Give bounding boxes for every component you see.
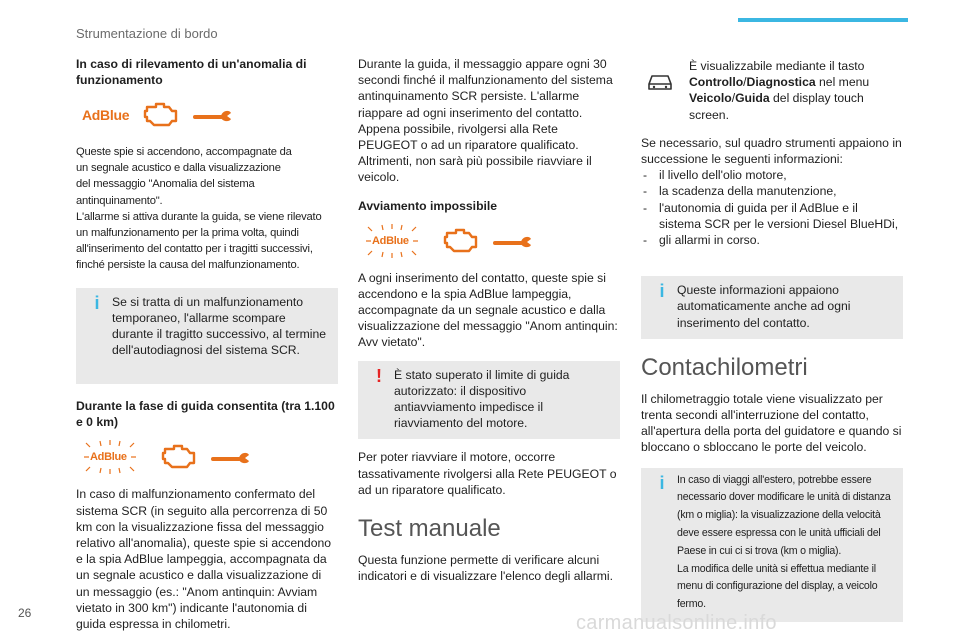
section-title-manual-test: Test manuale: [358, 515, 501, 543]
warning-note-limit-exceeded: ! È stato superato il limite di guida autorizzato: il dispositivo antiavviamento impedisce il riavviamento del motore.: [358, 361, 620, 440]
steering-control-info: È visualizzabile mediante il tasto Controllo/Diagnostica nel menu Veicolo/Guida del display touch screen.: [641, 58, 903, 123]
wrench-icon: [211, 448, 251, 466]
paragraph-restart-engine: Per poter riavviare il motore, occorre tassativamente rivolgersi alla Rete PEUGEOT o ad un riparatore qualificato.: [358, 450, 617, 497]
adblue-label: AdBlue: [372, 234, 409, 247]
info-note-distance-units: i In caso di viaggi all'estero, potrebbe essere necessario dover modificare le unità di distanza (km o miglia): la visualizzazione della velocità deve essere espressa con le unità ufficiali del Paese in cui ci si trova (km o miglia). La modifica delle unità si effettua mediante il menu di configurazione del display, a veicolo fermo.: [641, 468, 903, 622]
page-number: 26: [18, 606, 32, 620]
paragraph-odometer: Il chilometraggio totale viene visualizzato per trenta secondi all'interruzione del contatto, all'apertura della porta del guidatore e quando si bloccano o sbloccano le porte del veicolo.: [641, 391, 902, 455]
paragraph-message-repeat: Durante la guida, il messaggio appare ogni 30 secondi finché il malfunzionamento del sistema antinquinamento SCR persiste. L'allarme riappare ad ogni inserimento del contatto.: [358, 57, 613, 120]
paragraph-contact-network: Appena possibile, rivolgersi alla Rete PEUGEOT o ad un riparatore qualificato. Altrimenti, non sarà più possibile riavviare il veicolo.: [358, 121, 592, 185]
list-item: - il livello dell'olio motore,: [641, 167, 903, 183]
list-item: - gli allarmi in corso.: [641, 232, 903, 248]
adblue-label: AdBlue: [90, 451, 127, 464]
wrench-icon: [493, 232, 533, 250]
adblue-warning-icon: AdBlue: [82, 106, 130, 123]
paragraph-anomaly-description: Queste spie si accendono, accompagnate da un segnale acustico e dalla visualizzazione del messaggio "Anomalia del sistema antinquinamento". L'allarme si attiva durante la guida, se viene rilevato un malfunzionamento per la prima volta, quindi all'inserimento del contatto per i tragitti successivi, finché persiste la causa del malfunzionamento.: [76, 146, 322, 272]
engine-warning-icon: [443, 227, 479, 255]
watermark: carmanualsonline.info: [576, 612, 777, 634]
column-right: [641, 58, 903, 632]
info-icon: i: [659, 472, 665, 493]
section-title-odometer: Contachilometri: [641, 353, 808, 381]
list-item: - l'autonomia di guida per il AdBlue e il sistema SCR per le versioni Diesel BlueHDi,: [641, 200, 903, 232]
paragraph-confirmed-malfunction: In caso di malfunzionamento confermato del sistema SCR (in seguito alla percorrenza di 50 km con la visualizzazione fissa del messaggio relativo all'anomalia), queste spie si accendono e la spia AdBlue lampeggia, accompagnata da un segnale acustico e dalla visualizzazione di un messaggio (es.: "Anom antinquin: Avviam vietato in 300 km") indicante l'autonomia di guida espressa in chilometri.: [76, 487, 332, 632]
heading-start-impossible: Avviamento impossibile: [358, 198, 498, 213]
heading-allowed-driving-phase: Durante la fase di guida consentita (tra 1.100 e 0 km): [76, 399, 335, 430]
info-icon: i: [659, 281, 665, 302]
wrench-icon: [193, 106, 233, 124]
list-item: - la scadenza della manutenzione,: [641, 183, 903, 199]
paragraph-start-blocked: A ogni inserimento del contatto, queste spie si accendono e la spia AdBlue lampeggia, accompagnate da un segnale acustico e dalla visualizzazione del messaggio "Anom antinquin: Avv vietato".: [358, 270, 618, 350]
paragraph-instrument-info: Se necessario, sul quadro strumenti appaiono in successione le seguenti informazioni:: [641, 135, 902, 167]
header-accent-bar: [738, 18, 908, 22]
column-middle: [358, 56, 620, 584]
info-list: [641, 167, 903, 248]
warning-lights-row-1: [82, 94, 338, 136]
paragraph-manual-test: Questa funzione permette di verificare alcuni indicatori e di visualizzare l'elenco degli allarmi.: [358, 553, 613, 584]
column-left: [76, 56, 338, 632]
engine-warning-icon: [161, 443, 197, 471]
info-icon: i: [94, 292, 100, 313]
info-note-temporary-fault: i Se si tratta di un malfunzionamento temporaneo, l'allarme scompare durante il tragitto successivo, al termine dell'autodiagnosi del sistema SCR.: [76, 288, 338, 385]
warning-lights-row-2: [82, 436, 338, 478]
page-header-title: Strumentazione di bordo: [76, 26, 218, 41]
vehicle-diagnostic-icon: [645, 70, 675, 92]
info-note-automatic-display: i Queste informazioni appaiono automaticamente anche ad ogni inserimento del contatto.: [641, 276, 903, 339]
heading-anomaly-detection: In caso di rilevamento di un'anomalia di funzionamento: [76, 57, 307, 87]
exclamation-icon: !: [376, 365, 382, 386]
engine-warning-icon: [143, 101, 179, 129]
warning-lights-row-3: [364, 220, 620, 262]
